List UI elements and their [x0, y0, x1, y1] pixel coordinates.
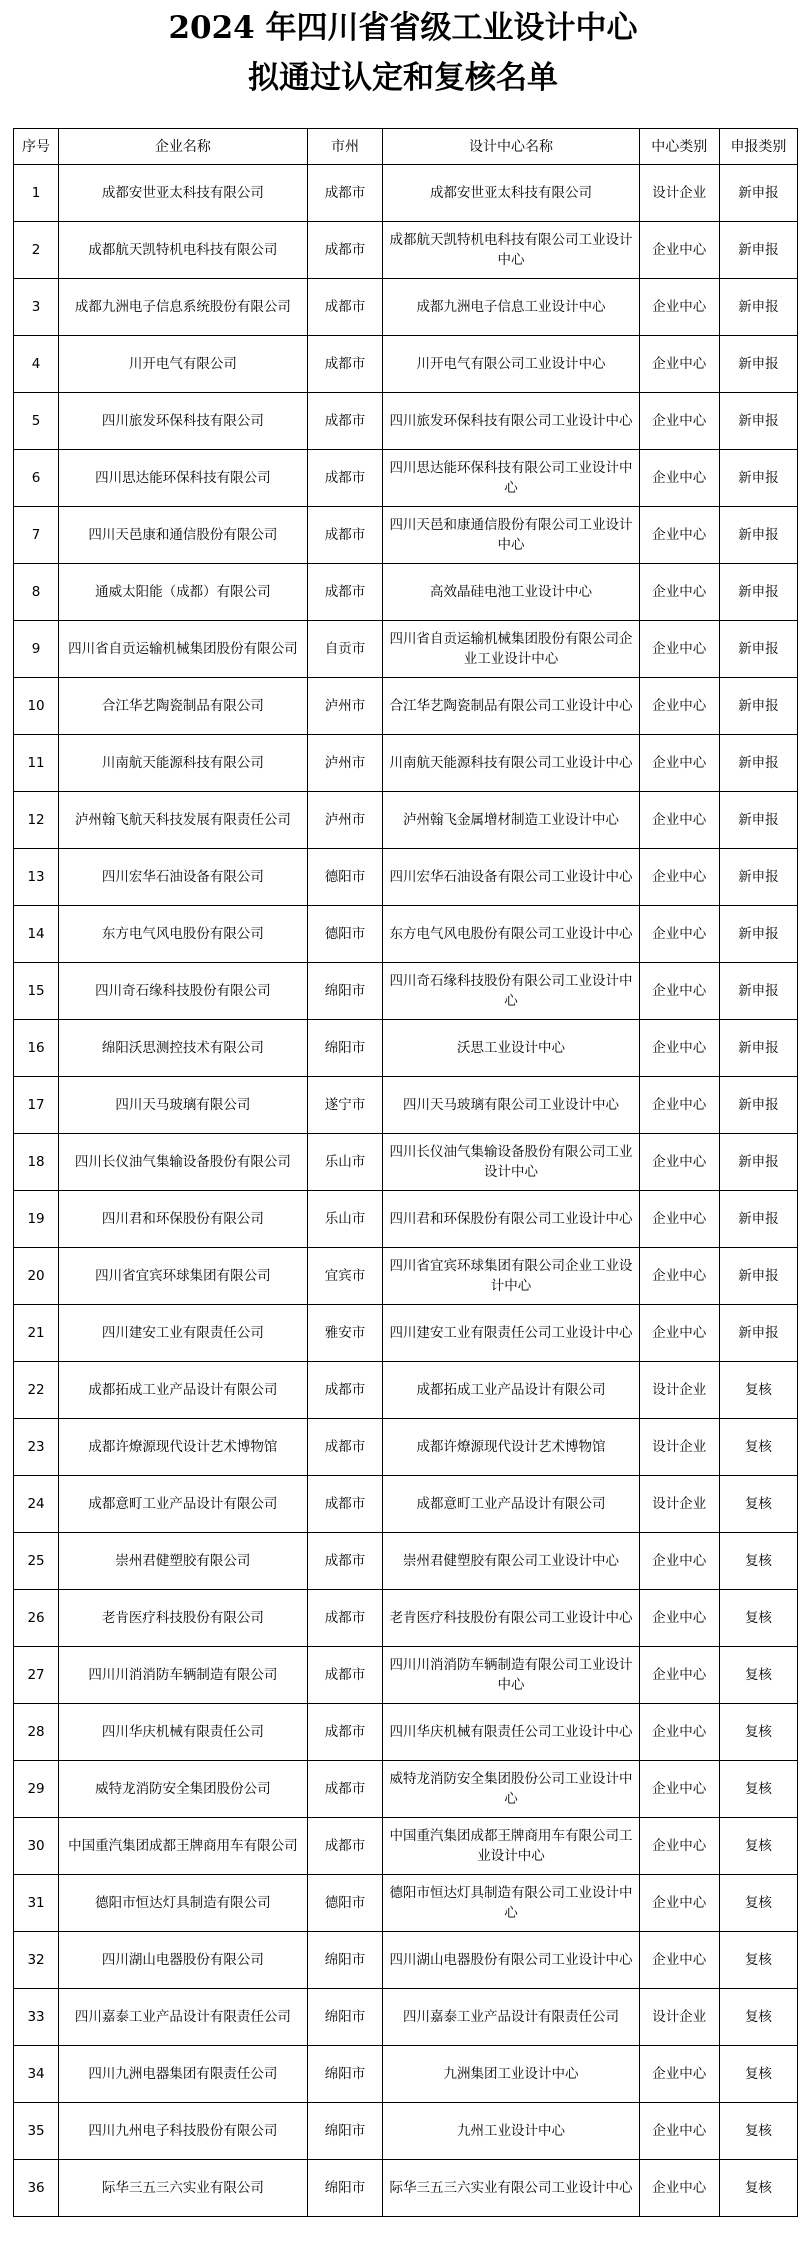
cell-index: 18 [14, 1134, 59, 1191]
cell-apply-type: 复核 [719, 1362, 797, 1419]
cell-center-name: 四川嘉泰工业产品设计有限责任公司 [383, 1989, 639, 2046]
cell-city: 成都市 [307, 1704, 383, 1761]
table-row [14, 1875, 798, 1932]
cell-apply-type: 复核 [719, 1647, 797, 1704]
cell-company: 四川旅发环保科技有限公司 [59, 393, 308, 450]
cell-city: 绵阳市 [307, 1932, 383, 1989]
table-row [14, 792, 798, 849]
cell-index: 17 [14, 1077, 59, 1134]
table-row [14, 1590, 798, 1647]
table-row [14, 1818, 798, 1875]
cell-city: 成都市 [307, 279, 383, 336]
table-row [14, 678, 798, 735]
cell-index: 11 [14, 735, 59, 792]
cell-index: 9 [14, 621, 59, 678]
cell-index: 20 [14, 1248, 59, 1305]
cell-company: 四川长仪油气集输设备股份有限公司 [59, 1134, 308, 1191]
cell-center-type: 企业中心 [639, 906, 719, 963]
cell-apply-type: 新申报 [719, 621, 797, 678]
cell-index: 15 [14, 963, 59, 1020]
cell-index: 7 [14, 507, 59, 564]
cell-company: 成都九洲电子信息系统股份有限公司 [59, 279, 308, 336]
cell-center-type: 企业中心 [639, 1590, 719, 1647]
table-row [14, 735, 798, 792]
cell-apply-type: 新申报 [719, 849, 797, 906]
cell-center-name: 合江华艺陶瓷制品有限公司工业设计中心 [383, 678, 639, 735]
cell-company: 四川华庆机械有限责任公司 [59, 1704, 308, 1761]
cell-center-type: 企业中心 [639, 1932, 719, 1989]
cell-city: 成都市 [307, 1761, 383, 1818]
cell-center-name: 成都九洲电子信息工业设计中心 [383, 279, 639, 336]
cell-index: 35 [14, 2103, 59, 2160]
cell-index: 13 [14, 849, 59, 906]
cell-city: 成都市 [307, 393, 383, 450]
table-body [14, 165, 798, 2217]
cell-index: 26 [14, 1590, 59, 1647]
cell-company: 泸州翰飞航天科技发展有限责任公司 [59, 792, 308, 849]
cell-city: 绵阳市 [307, 1020, 383, 1077]
cell-city: 泸州市 [307, 735, 383, 792]
cell-apply-type: 复核 [719, 2103, 797, 2160]
cell-company: 成都许燎源现代设计艺术博物馆 [59, 1419, 308, 1476]
table-row [14, 849, 798, 906]
cell-city: 德阳市 [307, 906, 383, 963]
cell-city: 绵阳市 [307, 2046, 383, 2103]
cell-index: 10 [14, 678, 59, 735]
cell-city: 泸州市 [307, 678, 383, 735]
table-row [14, 1134, 798, 1191]
cell-company: 四川君和环保股份有限公司 [59, 1191, 308, 1248]
cell-center-name: 四川建安工业有限责任公司工业设计中心 [383, 1305, 639, 1362]
cell-city: 成都市 [307, 564, 383, 621]
cell-company: 四川思达能环保科技有限公司 [59, 450, 308, 507]
table-row [14, 1362, 798, 1419]
cell-city: 泸州市 [307, 792, 383, 849]
cell-apply-type: 新申报 [719, 450, 797, 507]
cell-center-type: 设计企业 [639, 1419, 719, 1476]
cell-company: 合江华艺陶瓷制品有限公司 [59, 678, 308, 735]
cell-city: 宜宾市 [307, 1248, 383, 1305]
table-row [14, 507, 798, 564]
cell-company: 四川九州电子科技股份有限公司 [59, 2103, 308, 2160]
cell-center-name: 四川省自贡运输机械集团股份有限公司企业工业设计中心 [383, 621, 639, 678]
cell-center-type: 企业中心 [639, 279, 719, 336]
cell-apply-type: 复核 [719, 1932, 797, 1989]
cell-apply-type: 新申报 [719, 1020, 797, 1077]
cell-company: 四川省宜宾环球集团有限公司 [59, 1248, 308, 1305]
cell-center-name: 四川宏华石油设备有限公司工业设计中心 [383, 849, 639, 906]
cell-center-name: 四川天邑和康通信股份有限公司工业设计中心 [383, 507, 639, 564]
cell-apply-type: 新申报 [719, 279, 797, 336]
cell-city: 成都市 [307, 1362, 383, 1419]
cell-center-type: 企业中心 [639, 678, 719, 735]
cell-center-type: 企业中心 [639, 393, 719, 450]
cell-city: 绵阳市 [307, 1989, 383, 2046]
cell-company: 川开电气有限公司 [59, 336, 308, 393]
table-row [14, 1305, 798, 1362]
cell-company: 威特龙消防安全集团股份公司 [59, 1761, 308, 1818]
cell-company: 四川湖山电器股份有限公司 [59, 1932, 308, 1989]
cell-city: 雅安市 [307, 1305, 383, 1362]
cell-center-type: 企业中心 [639, 1020, 719, 1077]
cell-center-name: 四川省宜宾环球集团有限公司企业工业设计中心 [383, 1248, 639, 1305]
cell-apply-type: 复核 [719, 1533, 797, 1590]
cell-apply-type: 复核 [719, 2160, 797, 2217]
table-row [14, 621, 798, 678]
table-row [14, 1248, 798, 1305]
cell-center-type: 企业中心 [639, 2103, 719, 2160]
cell-center-name: 成都拓成工业产品设计有限公司 [383, 1362, 639, 1419]
cell-index: 32 [14, 1932, 59, 1989]
table-row [14, 906, 798, 963]
cell-apply-type: 新申报 [719, 963, 797, 1020]
cell-apply-type: 新申报 [719, 336, 797, 393]
cell-city: 成都市 [307, 507, 383, 564]
table-row [14, 1191, 798, 1248]
cell-company: 绵阳沃思测控技术有限公司 [59, 1020, 308, 1077]
document-title-line2: 拟通过认定和复核名单 [248, 60, 558, 96]
cell-company: 四川嘉泰工业产品设计有限责任公司 [59, 1989, 308, 2046]
table-row [14, 1020, 798, 1077]
table-row [14, 1476, 798, 1533]
header-center-name: 设计中心名称 [383, 129, 639, 165]
cell-index: 19 [14, 1191, 59, 1248]
cell-center-type: 企业中心 [639, 1875, 719, 1932]
cell-company: 际华三五三六实业有限公司 [59, 2160, 308, 2217]
table-row [14, 1419, 798, 1476]
cell-index: 2 [14, 222, 59, 279]
cell-company: 四川天邑康和通信股份有限公司 [59, 507, 308, 564]
cell-center-type: 企业中心 [639, 621, 719, 678]
cell-apply-type: 复核 [719, 2046, 797, 2103]
cell-city: 成都市 [307, 336, 383, 393]
cell-apply-type: 复核 [719, 1761, 797, 1818]
cell-center-type: 设计企业 [639, 165, 719, 222]
cell-apply-type: 复核 [719, 1419, 797, 1476]
cell-center-type: 企业中心 [639, 507, 719, 564]
cell-center-name: 崇州君健塑胶有限公司工业设计中心 [383, 1533, 639, 1590]
cell-city: 自贡市 [307, 621, 383, 678]
cell-company: 崇州君健塑胶有限公司 [59, 1533, 308, 1590]
cell-company: 成都航天凯特机电科技有限公司 [59, 222, 308, 279]
cell-index: 1 [14, 165, 59, 222]
cell-center-type: 企业中心 [639, 1761, 719, 1818]
cell-center-type: 企业中心 [639, 222, 719, 279]
cell-center-type: 企业中心 [639, 849, 719, 906]
table-row [14, 963, 798, 1020]
table-row [14, 1761, 798, 1818]
cell-apply-type: 新申报 [719, 393, 797, 450]
cell-company: 中国重汽集团成都王牌商用车有限公司 [59, 1818, 308, 1875]
cell-index: 25 [14, 1533, 59, 1590]
table-row [14, 222, 798, 279]
cell-center-type: 企业中心 [639, 1248, 719, 1305]
cell-city: 成都市 [307, 450, 383, 507]
table-row [14, 1932, 798, 1989]
cell-apply-type: 复核 [719, 1875, 797, 1932]
cell-index: 28 [14, 1704, 59, 1761]
cell-center-name: 川南航天能源科技有限公司工业设计中心 [383, 735, 639, 792]
cell-apply-type: 新申报 [719, 735, 797, 792]
cell-company: 成都安世亚太科技有限公司 [59, 165, 308, 222]
table-row [14, 564, 798, 621]
cell-center-name: 中国重汽集团成都王牌商用车有限公司工业设计中心 [383, 1818, 639, 1875]
table-row [14, 1533, 798, 1590]
cell-city: 成都市 [307, 1533, 383, 1590]
cell-index: 33 [14, 1989, 59, 2046]
cell-city: 成都市 [307, 1590, 383, 1647]
header-center-type: 中心类别 [639, 129, 719, 165]
cell-apply-type: 新申报 [719, 507, 797, 564]
cell-index: 4 [14, 336, 59, 393]
cell-apply-type: 新申报 [719, 1305, 797, 1362]
cell-center-name: 四川思达能环保科技有限公司工业设计中心 [383, 450, 639, 507]
cell-center-name: 九洲集团工业设计中心 [383, 2046, 639, 2103]
cell-city: 成都市 [307, 222, 383, 279]
table-row [14, 1647, 798, 1704]
cell-company: 四川奇石缘科技股份有限公司 [59, 963, 308, 1020]
cell-company: 东方电气风电股份有限公司 [59, 906, 308, 963]
cell-company: 川南航天能源科技有限公司 [59, 735, 308, 792]
cell-index: 21 [14, 1305, 59, 1362]
cell-apply-type: 新申报 [719, 564, 797, 621]
table-row [14, 1704, 798, 1761]
cell-center-name: 老肯医疗科技股份有限公司工业设计中心 [383, 1590, 639, 1647]
cell-apply-type: 新申报 [719, 1077, 797, 1134]
table-header-row [14, 129, 798, 165]
header-apply-type: 申报类别 [719, 129, 797, 165]
cell-company: 四川天马玻璃有限公司 [59, 1077, 308, 1134]
cell-city: 成都市 [307, 1647, 383, 1704]
cell-city: 绵阳市 [307, 2160, 383, 2217]
table-row [14, 165, 798, 222]
cell-apply-type: 复核 [719, 1590, 797, 1647]
list-table [13, 128, 798, 2217]
cell-center-name: 成都意町工业产品设计有限公司 [383, 1476, 639, 1533]
cell-company: 四川建安工业有限责任公司 [59, 1305, 308, 1362]
cell-apply-type: 复核 [719, 1476, 797, 1533]
cell-company: 四川川消消防车辆制造有限公司 [59, 1647, 308, 1704]
cell-index: 31 [14, 1875, 59, 1932]
cell-center-name: 德阳市恒达灯具制造有限公司工业设计中心 [383, 1875, 639, 1932]
table-row [14, 393, 798, 450]
cell-center-type: 企业中心 [639, 2160, 719, 2217]
table-row [14, 2160, 798, 2217]
cell-center-name: 泸州翰飞金属增材制造工业设计中心 [383, 792, 639, 849]
cell-center-type: 企业中心 [639, 1191, 719, 1248]
cell-center-type: 企业中心 [639, 564, 719, 621]
header-company: 企业名称 [59, 129, 308, 165]
cell-center-type: 企业中心 [639, 336, 719, 393]
cell-company: 通威太阳能（成都）有限公司 [59, 564, 308, 621]
table-row [14, 2046, 798, 2103]
cell-center-name: 四川奇石缘科技股份有限公司工业设计中心 [383, 963, 639, 1020]
cell-company: 成都意町工业产品设计有限公司 [59, 1476, 308, 1533]
cell-center-type: 设计企业 [639, 1476, 719, 1533]
cell-index: 16 [14, 1020, 59, 1077]
table-row [14, 450, 798, 507]
cell-index: 14 [14, 906, 59, 963]
cell-city: 成都市 [307, 1476, 383, 1533]
cell-index: 29 [14, 1761, 59, 1818]
cell-center-type: 企业中心 [639, 1704, 719, 1761]
cell-center-name: 沃思工业设计中心 [383, 1020, 639, 1077]
header-index: 序号 [14, 129, 59, 165]
cell-center-type: 企业中心 [639, 1647, 719, 1704]
cell-apply-type: 新申报 [719, 678, 797, 735]
cell-center-name: 四川长仪油气集输设备股份有限公司工业设计中心 [383, 1134, 639, 1191]
cell-center-type: 企业中心 [639, 1818, 719, 1875]
cell-city: 绵阳市 [307, 2103, 383, 2160]
cell-company: 四川宏华石油设备有限公司 [59, 849, 308, 906]
cell-center-name: 东方电气风电股份有限公司工业设计中心 [383, 906, 639, 963]
cell-index: 5 [14, 393, 59, 450]
cell-index: 24 [14, 1476, 59, 1533]
cell-center-name: 成都航天凯特机电科技有限公司工业设计中心 [383, 222, 639, 279]
cell-apply-type: 新申报 [719, 1191, 797, 1248]
cell-index: 27 [14, 1647, 59, 1704]
table-row [14, 279, 798, 336]
cell-index: 3 [14, 279, 59, 336]
cell-apply-type: 新申报 [719, 792, 797, 849]
cell-index: 30 [14, 1818, 59, 1875]
cell-center-name: 川开电气有限公司工业设计中心 [383, 336, 639, 393]
header-city: 市州 [307, 129, 383, 165]
cell-apply-type: 复核 [719, 1818, 797, 1875]
cell-company: 老肯医疗科技股份有限公司 [59, 1590, 308, 1647]
cell-center-type: 企业中心 [639, 1305, 719, 1362]
cell-index: 6 [14, 450, 59, 507]
table-row [14, 2103, 798, 2160]
cell-apply-type: 复核 [719, 1989, 797, 2046]
cell-apply-type: 新申报 [719, 906, 797, 963]
cell-city: 成都市 [307, 1419, 383, 1476]
cell-center-name: 成都许燎源现代设计艺术博物馆 [383, 1419, 639, 1476]
cell-index: 23 [14, 1419, 59, 1476]
cell-center-name: 际华三五三六实业有限公司工业设计中心 [383, 2160, 639, 2217]
cell-apply-type: 复核 [719, 1704, 797, 1761]
cell-center-name: 成都安世亚太科技有限公司 [383, 165, 639, 222]
cell-center-type: 企业中心 [639, 2046, 719, 2103]
cell-city: 绵阳市 [307, 963, 383, 1020]
cell-center-type: 企业中心 [639, 1077, 719, 1134]
cell-city: 成都市 [307, 1818, 383, 1875]
cell-index: 12 [14, 792, 59, 849]
cell-center-type: 企业中心 [639, 963, 719, 1020]
cell-index: 8 [14, 564, 59, 621]
cell-city: 遂宁市 [307, 1077, 383, 1134]
cell-city: 乐山市 [307, 1134, 383, 1191]
cell-index: 34 [14, 2046, 59, 2103]
cell-apply-type: 新申报 [719, 1134, 797, 1191]
cell-city: 德阳市 [307, 849, 383, 906]
cell-company: 四川省自贡运输机械集团股份有限公司 [59, 621, 308, 678]
cell-center-name: 四川旅发环保科技有限公司工业设计中心 [383, 393, 639, 450]
cell-company: 成都拓成工业产品设计有限公司 [59, 1362, 308, 1419]
cell-apply-type: 新申报 [719, 1248, 797, 1305]
cell-company: 四川九洲电器集团有限责任公司 [59, 2046, 308, 2103]
cell-center-type: 企业中心 [639, 735, 719, 792]
cell-city: 乐山市 [307, 1191, 383, 1248]
cell-index: 36 [14, 2160, 59, 2217]
table-row [14, 1989, 798, 2046]
document-title-line1: 2024 年四川省省级工业设计中心 [168, 10, 638, 46]
cell-center-name: 四川天马玻璃有限公司工业设计中心 [383, 1077, 639, 1134]
cell-center-name: 高效晶硅电池工业设计中心 [383, 564, 639, 621]
cell-center-name: 四川湖山电器股份有限公司工业设计中心 [383, 1932, 639, 1989]
cell-center-name: 四川华庆机械有限责任公司工业设计中心 [383, 1704, 639, 1761]
cell-center-name: 九州工业设计中心 [383, 2103, 639, 2160]
cell-city: 成都市 [307, 165, 383, 222]
cell-apply-type: 新申报 [719, 165, 797, 222]
cell-city: 德阳市 [307, 1875, 383, 1932]
cell-company: 德阳市恒达灯具制造有限公司 [59, 1875, 308, 1932]
cell-center-type: 设计企业 [639, 1362, 719, 1419]
cell-index: 22 [14, 1362, 59, 1419]
cell-center-type: 企业中心 [639, 1134, 719, 1191]
cell-center-type: 设计企业 [639, 1989, 719, 2046]
cell-center-type: 企业中心 [639, 450, 719, 507]
cell-center-type: 企业中心 [639, 792, 719, 849]
table-row [14, 1077, 798, 1134]
cell-center-name: 四川川消消防车辆制造有限公司工业设计中心 [383, 1647, 639, 1704]
table-row [14, 336, 798, 393]
cell-center-type: 企业中心 [639, 1533, 719, 1590]
cell-apply-type: 新申报 [719, 222, 797, 279]
cell-center-name: 威特龙消防安全集团股份公司工业设计中心 [383, 1761, 639, 1818]
cell-center-name: 四川君和环保股份有限公司工业设计中心 [383, 1191, 639, 1248]
